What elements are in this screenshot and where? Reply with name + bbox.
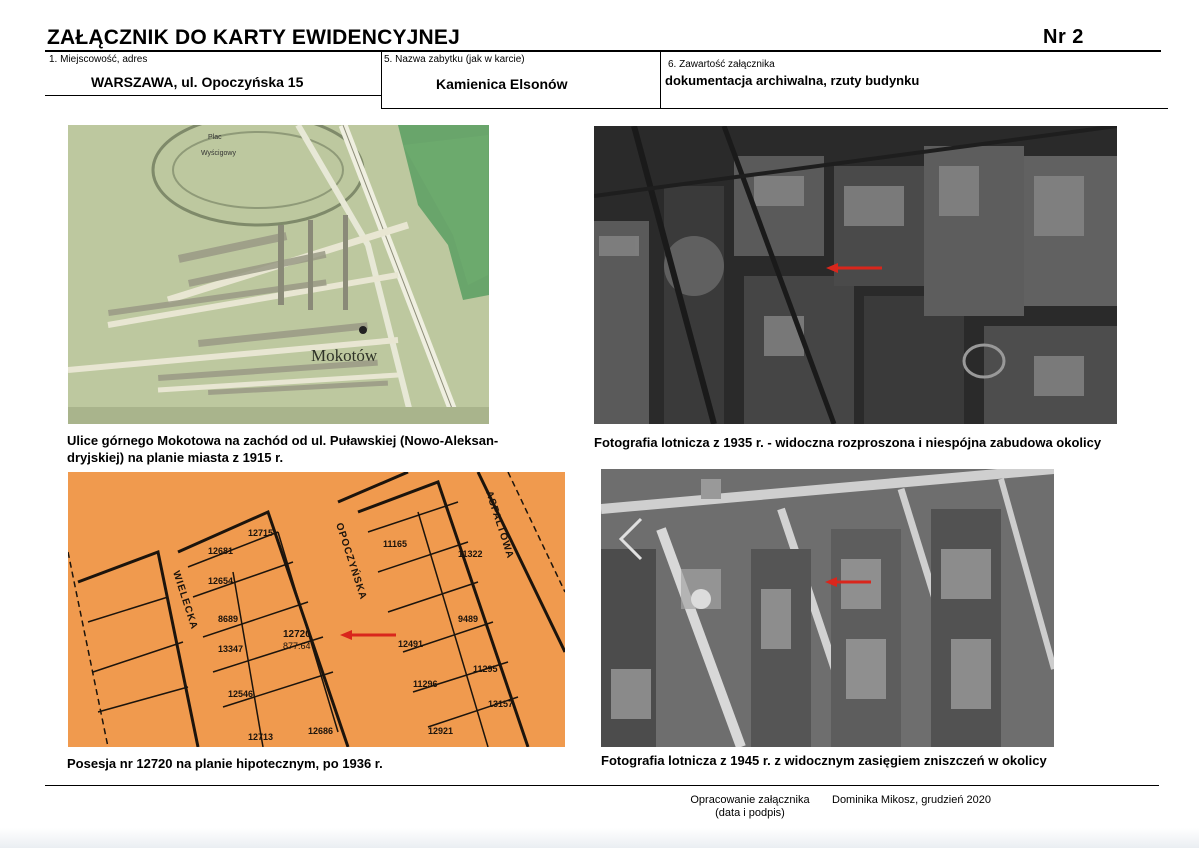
footer-rule	[45, 785, 1159, 786]
attachment-number: Nr 2	[1043, 26, 1084, 48]
plan-parcel-12: 11295	[473, 664, 498, 674]
location-value: WARSZAWA, ul. Opoczyńska 15	[91, 74, 304, 90]
header-top-rule	[45, 50, 1161, 52]
field-divider-2	[660, 51, 661, 109]
plan-street-asfaltowa: ASFALTOWA	[483, 489, 516, 561]
aerial-photo-1935-caption: Fotografia lotnicza z 1935 r. - widoczna rozproszona i niespójna zabudowa okolicy	[594, 435, 1102, 450]
city-plan-1915-caption-line-2: dryjskiej) na planie miasta z 1915 r.	[67, 450, 284, 465]
plan-target-parcel-area: 877.64	[283, 641, 311, 651]
aerial-photo-1935-image	[594, 126, 1117, 424]
aerial-photo-1945-caption: Fotografia lotnicza z 1945 r. z widocznym zasięgiem zniszczeń w okolicy	[601, 753, 1047, 768]
plan-target-parcel-number: 12720	[283, 629, 311, 640]
field-divider-1	[381, 51, 382, 109]
plan-parcel-15: 11322	[458, 549, 483, 559]
hypothec-plan-caption: Posesja nr 12720 na planie hipotecznym, po 1936 r.	[67, 756, 383, 771]
plan-parcel-2: 12654	[208, 576, 234, 586]
prepared-by-value: Dominika Mikosz, grudzień 2020	[832, 794, 991, 806]
plan-street-opoczynska: OPOCZYŃSKA	[333, 521, 369, 602]
plan-parcel-0: 12681	[208, 546, 234, 556]
map-district-label: Mokotów	[311, 346, 378, 365]
city-plan-1915-caption-line-1: Ulice górnego Mokotowa na zachód od ul. Puławskiej (Nowo-Aleksan-	[67, 433, 499, 448]
attachment-contents-label: 6. Zawartość załącznika	[668, 59, 775, 70]
city-plan-1915-caption	[67, 432, 567, 466]
plan-parcel-13: 13157	[488, 699, 514, 709]
aerial-photo-1945-image	[601, 469, 1054, 747]
plan-parcel-10: 11296	[413, 679, 438, 689]
city-plan-1915-image	[68, 125, 489, 424]
header-bottom-rule	[381, 108, 1168, 109]
map-square-label-2: Wyścigowy	[201, 150, 236, 157]
document-title: ZAŁĄCZNIK DO KARTY EWIDENCYJNEJ	[47, 26, 461, 49]
scan-bottom-edge	[0, 828, 1199, 848]
plan-parcel-5: 12546	[228, 689, 254, 699]
plan-parcel-9: 12491	[398, 639, 424, 649]
plan-street-wielecka: WIELECKA	[170, 569, 200, 632]
prepared-by-label-line-2: (data i podpis)	[715, 807, 785, 819]
plan-parcel-6: 12686	[308, 726, 334, 736]
plan-parcel-4: 13347	[218, 644, 244, 654]
plan-parcel-1: 12715	[248, 528, 274, 538]
location-label: 1. Miejscowość, adres	[49, 54, 148, 65]
plan-parcel-11: 9489	[458, 614, 479, 624]
hypothec-plan-image	[68, 472, 565, 747]
plan-parcel-7: 12713	[248, 732, 274, 742]
monument-name-label: 5. Nazwa zabytku (jak w karcie)	[384, 54, 525, 65]
plan-parcel-3: 8689	[218, 614, 239, 624]
attachment-contents-value: dokumentacja archiwalna, rzuty budynku	[665, 73, 920, 88]
monument-name-value: Kamienica Elsonów	[436, 76, 568, 92]
plan-parcel-14: 12921	[428, 726, 454, 736]
prepared-by-label-line-1: Opracowanie załącznika	[690, 794, 810, 806]
prepared-by-label	[688, 794, 812, 820]
header-left-underline	[45, 95, 381, 96]
plan-parcel-8: 11165	[383, 539, 408, 549]
map-square-label-1: Plac	[208, 134, 222, 141]
